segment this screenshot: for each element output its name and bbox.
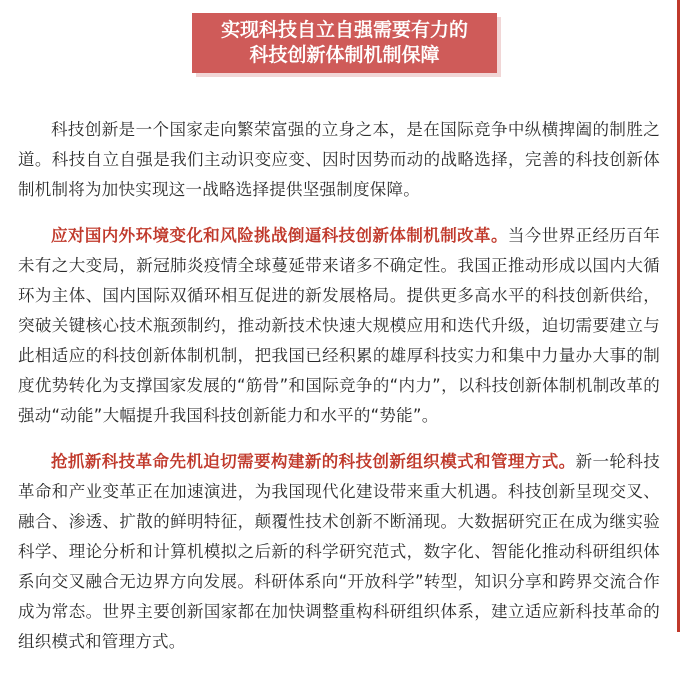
paragraph-text: 当今世界正经历百年未有之大变局，新冠肺炎疫情全球蔓延带来诸多不确定性。我国正推动形成以国内大循环为主体、国内国际双循环相互促进的新发展格局。提供更多高水平的科技创新供给，突破关键核心技术瓶颈制约，推动新技术快速大规模应用和迭代升级，迫切需要建立与此相适应的科技创新体制机制，把我国已经积累的雄厚科技实力和集中力量办大事的制度优势转化为支撑国家发展的“筋骨”和国际竞争的“内力”，以科技创新体制机制改革的强动“动能”大幅提升我国科技创新能力和水平的“势能”。 xyxy=(18,226,661,425)
paragraph-intro xyxy=(18,115,660,205)
title-line-1: 实现科技自立自强需要有力的 xyxy=(220,19,468,41)
paragraph-tech-revolution xyxy=(18,447,660,657)
paragraph-text: 科技创新是一个国家走向繁荣富强的立身之本，是在国际竞争中纵横捭阖的制胜之道。科技自立自强是我们主动识变应变、因时因势而动的战略选择，完善的科技创新体制机制将为加快实现这一战略选择提供坚强制度保障。 xyxy=(18,120,660,199)
right-border-rule xyxy=(677,0,680,632)
paragraph-reform-pressure xyxy=(18,221,660,431)
title-line-2: 科技创新体制机制保障 xyxy=(249,44,440,66)
paragraph-lead: 抢抓新科技革命先机迫切需要构建新的科技创新组织模式和管理方式。 xyxy=(51,452,576,471)
title-banner xyxy=(192,13,497,73)
paragraph-text: 新一轮科技革命和产业变革正在加速演进，为我国现代化建设带来重大机遇。科技创新呈现交叉、融合、渗透、扩散的鲜明特征，颠覆性技术创新不断涌现。大数据研究正在成为继实验科学、理论分析和计算机模拟之后新的科学研究范式，数字化、智能化推动科研组织体系向交叉融合无边界方向发展。科研体系向“开放科学”转型，知识分享和跨界交流合作成为常态。世界主要创新国家都在加快调整重构科研组织体系，建立适应新科技革命的组织模式和管理方式。 xyxy=(18,452,661,651)
paragraph-lead: 应对国内外环境变化和风险挑战倒逼科技创新体制机制改革。 xyxy=(51,226,508,245)
article-body xyxy=(18,115,660,673)
